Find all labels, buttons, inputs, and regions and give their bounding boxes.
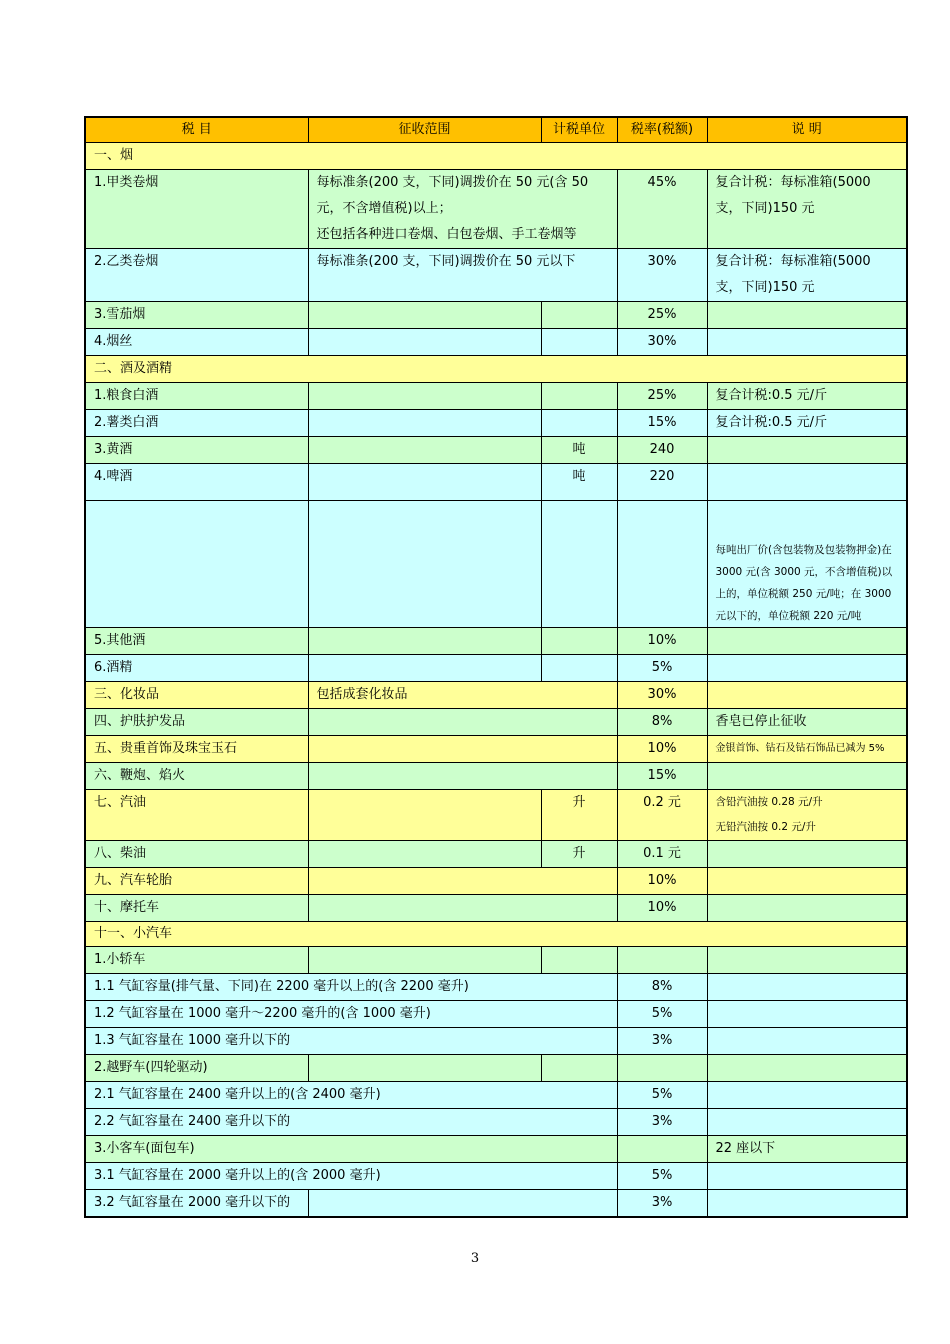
unit-cell xyxy=(541,410,617,437)
scope-cell xyxy=(308,329,541,356)
rate-cell: 25% xyxy=(617,383,707,410)
item-cell: 1.粮食白酒 xyxy=(85,383,308,410)
note-cell xyxy=(707,947,907,974)
rate-cell: 5% xyxy=(617,1001,707,1028)
scope-cell xyxy=(308,628,541,655)
table-row xyxy=(85,682,907,709)
table-row xyxy=(85,1136,907,1163)
item-cell: 3.2 气缸容量在 2000 毫升以下的 xyxy=(85,1190,308,1218)
item-cell: 3.雪茄烟 xyxy=(85,302,308,329)
item-cell: 1.2 气缸容量在 1000 毫升～2200 毫升的(含 1000 毫升) xyxy=(85,1001,617,1028)
note-cell xyxy=(707,1190,907,1218)
note-cell xyxy=(707,974,907,1001)
unit-cell xyxy=(541,329,617,356)
item-cell: 六、鞭炮、焰火 xyxy=(85,763,308,790)
table-row xyxy=(85,947,907,974)
item-cell: 2.越野车(四轮驱动) xyxy=(85,1055,308,1082)
rate-cell: 8% xyxy=(617,709,707,736)
section-title: 一、烟 xyxy=(85,143,907,170)
rate-cell: 240 xyxy=(617,437,707,464)
item-cell: 2.乙类卷烟 xyxy=(85,249,308,302)
item-cell: 七、汽油 xyxy=(85,790,308,841)
item-cell: 2.薯类白酒 xyxy=(85,410,308,437)
unit-cell xyxy=(541,302,617,329)
table-row xyxy=(85,410,907,437)
note-cell: 复合计税：每标准箱(5000 支，下同)150 元 xyxy=(707,170,907,249)
item-cell: 3.黄酒 xyxy=(85,437,308,464)
scope-cell xyxy=(308,1055,541,1082)
table-row xyxy=(85,464,907,501)
item-cell: 4.啤酒 xyxy=(85,464,308,501)
rate-cell: 0.1 元 xyxy=(617,841,707,868)
tax-rate-table xyxy=(84,116,908,1218)
scope-cell xyxy=(308,841,541,868)
unit-cell xyxy=(541,501,617,628)
table-row xyxy=(85,1055,907,1082)
table-row xyxy=(85,1163,907,1190)
scope-cell xyxy=(308,302,541,329)
header-note: 说 明 xyxy=(707,117,907,143)
scope-cell xyxy=(308,763,617,790)
table-row xyxy=(85,437,907,464)
item-cell: 3.1 气缸容量在 2000 毫升以上的(含 2000 毫升) xyxy=(85,1163,617,1190)
unit-cell: 升 xyxy=(541,790,617,841)
table-row xyxy=(85,249,907,302)
note-cell xyxy=(707,302,907,329)
rate-cell: 3% xyxy=(617,1109,707,1136)
scope-cell xyxy=(308,501,541,628)
table-row xyxy=(85,790,907,841)
scope-cell xyxy=(308,709,617,736)
table-row xyxy=(85,329,907,356)
item-cell: 十、摩托车 xyxy=(85,895,308,922)
header-rate: 税率(税额) xyxy=(617,117,707,143)
table-row xyxy=(85,1109,907,1136)
scope-cell: 包括成套化妆品 xyxy=(308,682,617,709)
item-cell: 5.其他酒 xyxy=(85,628,308,655)
item-cell: 四、护肤护发品 xyxy=(85,709,308,736)
table-row xyxy=(85,841,907,868)
table-row xyxy=(85,709,907,736)
note-cell xyxy=(707,1055,907,1082)
item-cell: 2.2 气缸容量在 2400 毫升以下的 xyxy=(85,1109,617,1136)
item-cell: 2.1 气缸容量在 2400 毫升以上的(含 2400 毫升) xyxy=(85,1082,617,1109)
note-cell xyxy=(707,1082,907,1109)
item-cell xyxy=(85,501,308,628)
rate-cell: 10% xyxy=(617,895,707,922)
note-cell: 香皂已停止征收 xyxy=(707,709,907,736)
rate-cell: 10% xyxy=(617,736,707,763)
table-row xyxy=(85,895,907,922)
table-row xyxy=(85,170,907,249)
scope-cell xyxy=(308,383,541,410)
scope-cell xyxy=(308,410,541,437)
rate-cell: 25% xyxy=(617,302,707,329)
note-cell: 复合计税:0.5 元/斤 xyxy=(707,410,907,437)
note-cell xyxy=(707,329,907,356)
item-cell: 1.小轿车 xyxy=(85,947,308,974)
unit-cell xyxy=(541,655,617,682)
rate-cell: 3% xyxy=(617,1190,707,1218)
note-cell xyxy=(707,841,907,868)
rate-cell xyxy=(617,1055,707,1082)
note-cell xyxy=(707,1028,907,1055)
unit-cell xyxy=(541,383,617,410)
rate-cell: 30% xyxy=(617,329,707,356)
section-title: 十一、小汽车 xyxy=(85,922,907,947)
rate-cell: 15% xyxy=(617,763,707,790)
table-row xyxy=(85,1028,907,1055)
unit-cell xyxy=(541,1055,617,1082)
item-cell: 4.烟丝 xyxy=(85,329,308,356)
scope-text: 每标准条(200 支，下同)调拨价在 50 元(含 50 元，不含增值税)以上； 还包括各种进口卷烟、白包卷烟、手工卷烟等 xyxy=(316,175,589,242)
rate-cell: 15% xyxy=(617,410,707,437)
note-cell xyxy=(707,763,907,790)
rate-cell: 3% xyxy=(617,1028,707,1055)
item-cell: 1.3 气缸容量在 1000 毫升以下的 xyxy=(85,1028,617,1055)
unit-cell xyxy=(541,947,617,974)
note-cell: 复合计税:0.5 元/斤 xyxy=(707,383,907,410)
item-cell: 1.1 气缸容量(排气量、下同)在 2200 毫升以上的(含 2200 毫升) xyxy=(85,974,617,1001)
rate-cell xyxy=(617,947,707,974)
note-cell xyxy=(707,1163,907,1190)
scope-cell xyxy=(308,736,617,763)
scope-cell xyxy=(308,437,541,464)
scope-cell xyxy=(308,464,541,501)
note-cell xyxy=(707,895,907,922)
note-cell: 22 座以下 xyxy=(707,1136,907,1163)
item-cell: 1.甲类卷烟 xyxy=(85,170,308,249)
note-cell xyxy=(707,790,907,841)
scope-cell: 每标准条(200 支，下同)调拨价在 50 元以下 xyxy=(308,249,617,302)
note-cell xyxy=(707,682,907,709)
note-cell xyxy=(707,437,907,464)
section-title: 二、酒及酒精 xyxy=(85,356,907,383)
page-number: 3 xyxy=(470,1251,480,1266)
rate-cell: 5% xyxy=(617,1163,707,1190)
table-row xyxy=(85,1082,907,1109)
note-cell: 复合计税：每标准箱(5000 支，下同)150 元 xyxy=(707,249,907,302)
table-row xyxy=(85,655,907,682)
note-cell xyxy=(707,1001,907,1028)
note-cell xyxy=(707,655,907,682)
rate-cell: 8% xyxy=(617,974,707,1001)
table-row xyxy=(85,1190,907,1218)
table-row xyxy=(85,974,907,1001)
table-row xyxy=(85,1001,907,1028)
rate-cell xyxy=(617,501,707,628)
note-cell xyxy=(707,628,907,655)
rate-cell: 10% xyxy=(617,628,707,655)
scope-cell xyxy=(308,655,541,682)
item-cell: 三、化妆品 xyxy=(85,682,308,709)
scope-cell xyxy=(308,895,617,922)
table-row xyxy=(85,868,907,895)
item-cell: 五、贵重首饰及珠宝玉石 xyxy=(85,736,308,763)
item-cell: 九、汽车轮胎 xyxy=(85,868,308,895)
note-cell: 金银首饰、钻石及钻石饰品已减为 5% xyxy=(707,736,907,763)
table-row xyxy=(85,302,907,329)
scope-cell xyxy=(308,170,617,249)
table-row xyxy=(85,501,907,628)
table-row xyxy=(85,922,907,947)
header-item: 税 目 xyxy=(85,117,308,143)
scope-cell xyxy=(308,1190,617,1218)
table-row xyxy=(85,736,907,763)
rate-cell: 5% xyxy=(617,1082,707,1109)
header-row xyxy=(85,117,907,143)
rate-cell: 10% xyxy=(617,868,707,895)
item-cell: 八、柴油 xyxy=(85,841,308,868)
table-row xyxy=(85,356,907,383)
unit-cell: 升 xyxy=(541,841,617,868)
note-cell xyxy=(707,1109,907,1136)
table-row xyxy=(85,143,907,170)
rate-cell: 45% xyxy=(617,170,707,249)
rate-cell xyxy=(617,1136,707,1163)
note-cell xyxy=(707,464,907,501)
header-unit: 计税单位 xyxy=(541,117,617,143)
table-row xyxy=(85,763,907,790)
scope-cell xyxy=(308,947,541,974)
unit-cell: 吨 xyxy=(541,464,617,501)
note-cell: 每吨出厂价(含包装物及包装物押金)在 3000 元(含 3000 元，不含增值税)以上的，单位税额 250 元/吨；在 3000 元以下的，单位税额 220 元/吨 xyxy=(707,501,907,628)
rate-cell: 220 xyxy=(617,464,707,501)
item-cell: 3.小客车(面包车) xyxy=(85,1136,617,1163)
rate-cell: 30% xyxy=(617,249,707,302)
table-row xyxy=(85,628,907,655)
note-cell xyxy=(707,868,907,895)
note-text: 含铅汽油按 0.28 元/升 无铅汽油按 0.2 元/升 xyxy=(715,796,823,833)
unit-cell xyxy=(541,628,617,655)
scope-cell xyxy=(308,790,541,841)
scope-cell xyxy=(308,868,617,895)
header-scope: 征收范围 xyxy=(308,117,541,143)
unit-cell: 吨 xyxy=(541,437,617,464)
table-row xyxy=(85,383,907,410)
rate-cell: 5% xyxy=(617,655,707,682)
item-cell: 6.酒精 xyxy=(85,655,308,682)
rate-cell: 0.2 元 xyxy=(617,790,707,841)
rate-cell: 30% xyxy=(617,682,707,709)
